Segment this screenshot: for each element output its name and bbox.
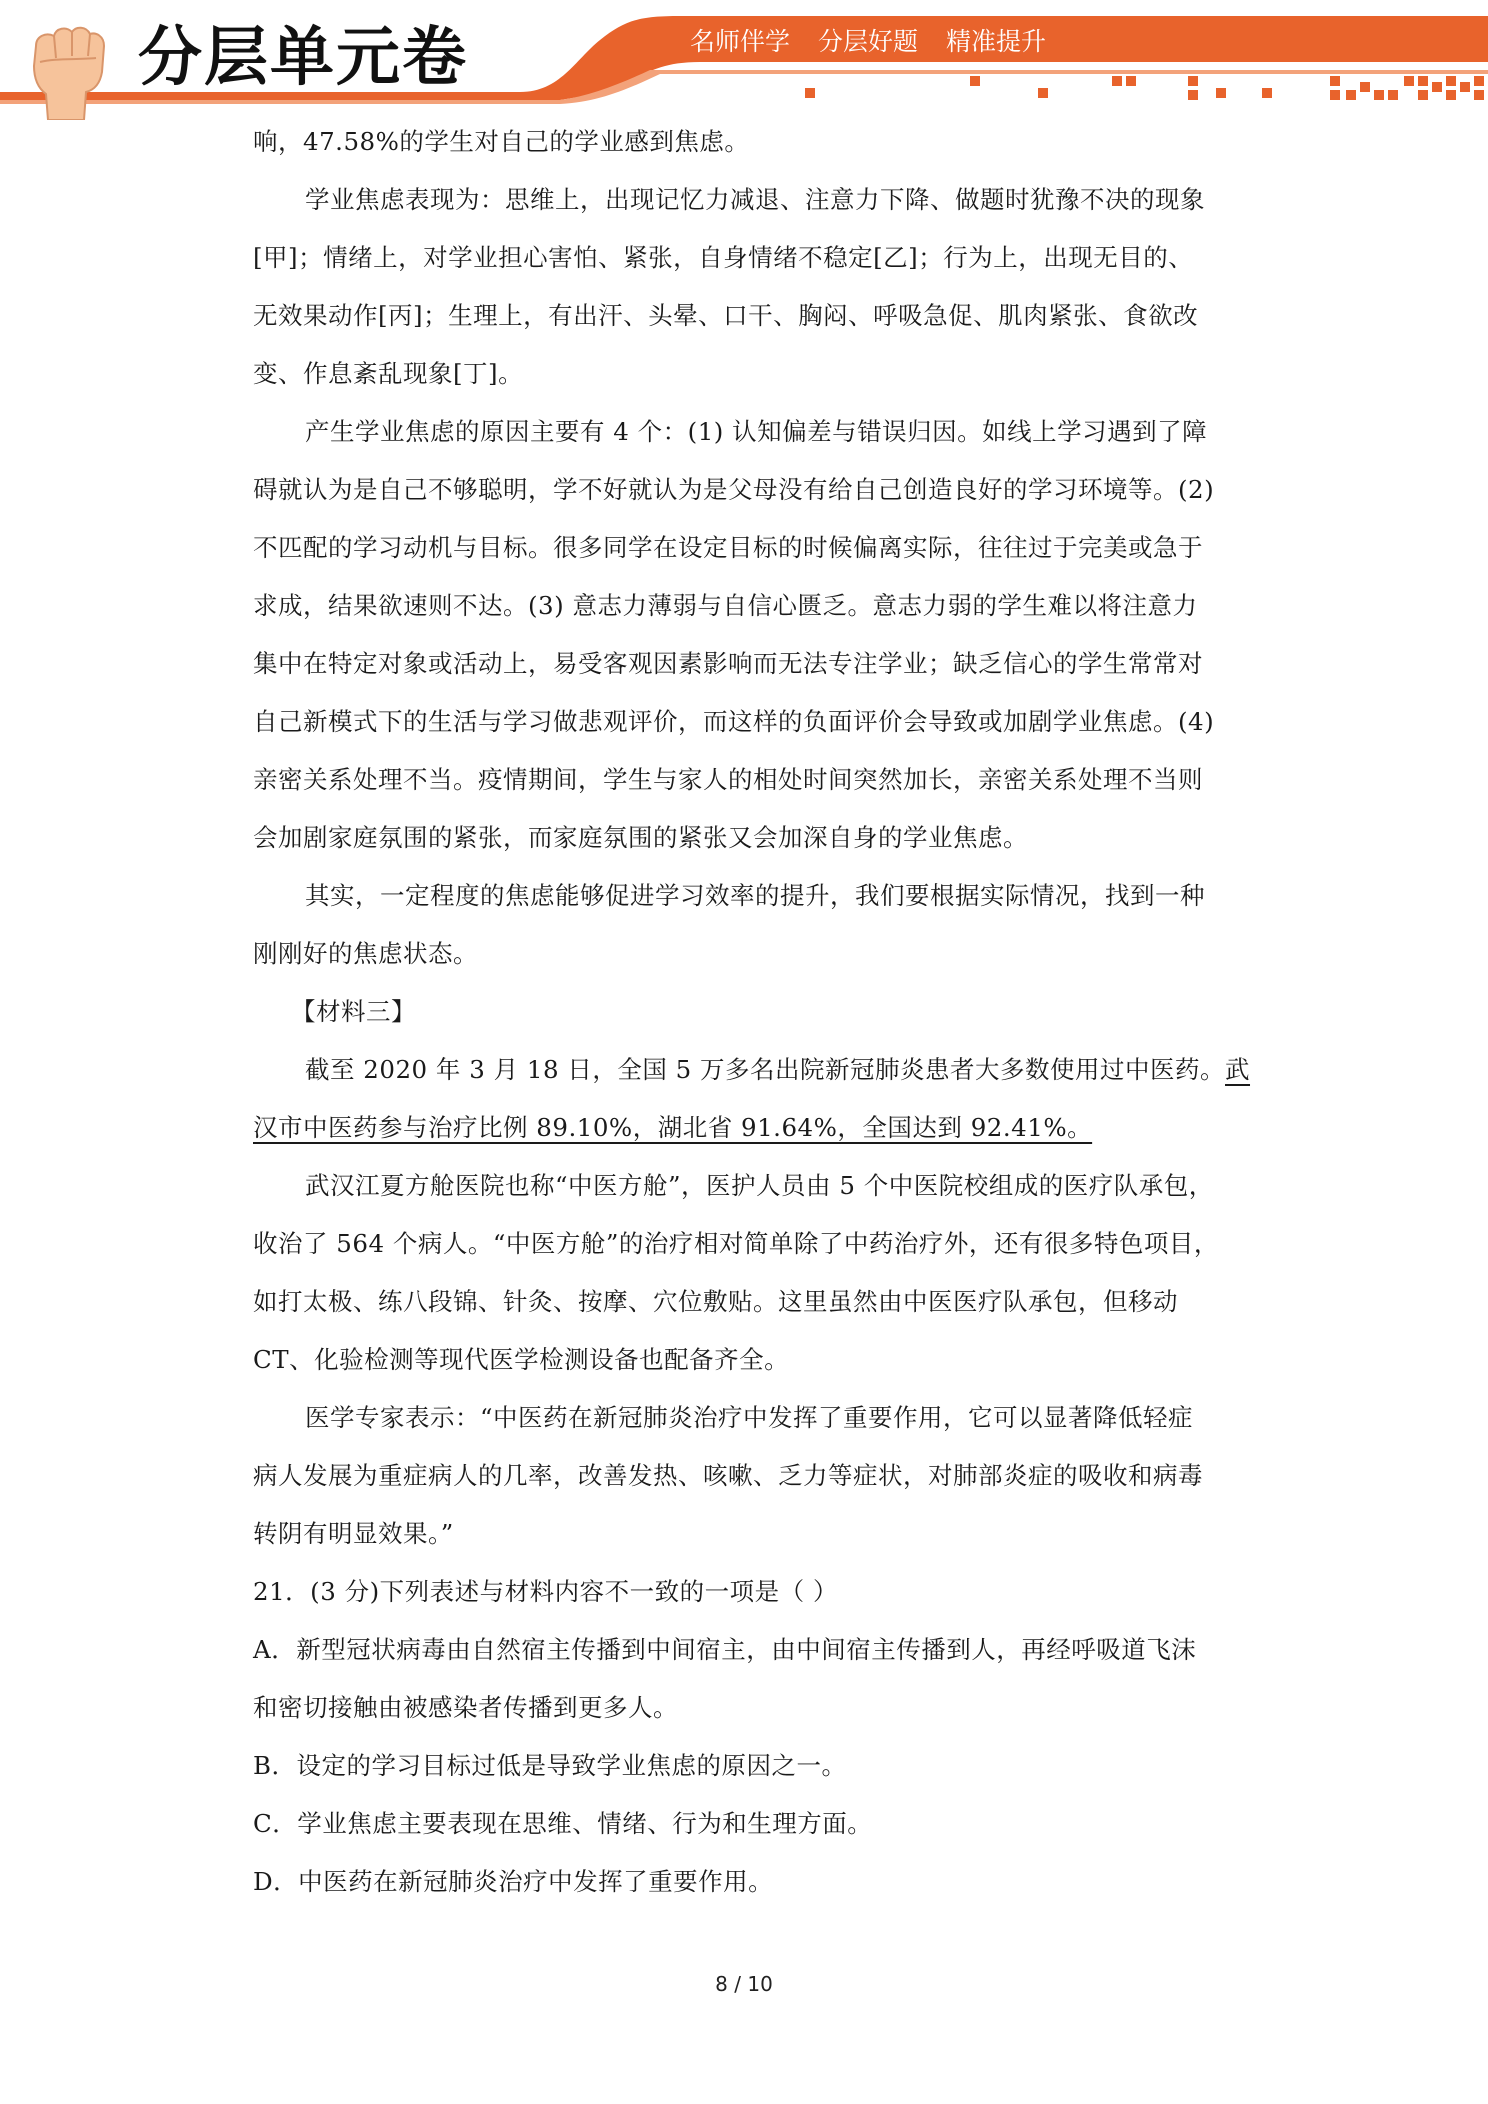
paragraph-line: 学业焦虑表现为：思维上，出现记忆力减退、注意力下降、做题时犹豫不决的现象: [305, 185, 1205, 214]
paragraph-line: 医学专家表示：“中医药在新冠肺炎治疗中发挥了重要作用，它可以显著降低轻症: [305, 1403, 1194, 1432]
option-a-continued: 和密切接触由被感染者传播到更多人。: [253, 1693, 678, 1722]
paragraph-line: 如打太极、练八段锦、针灸、按摩、穴位敷贴。这里虽然由中医医疗队承包，但移动: [253, 1287, 1178, 1316]
paragraph-line: 刚刚好的焦虑状态。: [253, 939, 478, 968]
paragraph-line: 求成，结果欲速则不达。(3) 意志力薄弱与自信心匮乏。意志力弱的学生难以将注意力: [253, 591, 1198, 620]
paragraph-line: 集中在特定对象或活动上，易受客观因素影响而无法专注学业；缺乏信心的学生常常对: [253, 649, 1203, 678]
paragraph-line: 会加剧家庭氛围的紧张，而家庭氛围的紧张又会加深自身的学业焦虑。: [253, 823, 1028, 852]
page-header: [0, 0, 1488, 120]
question-stem: 21．(3 分)下列表述与材料内容不一致的一项是（ ）: [253, 1577, 838, 1606]
option-c: C．学业焦虑主要表现在思维、情绪、行为和生理方面。: [253, 1809, 873, 1838]
paragraph-line: 不匹配的学习动机与目标。很多同学在设定目标的时候偏离实际，往往过于完美或急于: [253, 533, 1203, 562]
paragraph-line: 武汉江夏方舱医院也称“中医方舱”，医护人员由 5 个中医院校组成的医疗队承包，: [305, 1171, 1214, 1200]
slogan-item: 分层好题: [818, 27, 919, 56]
paragraph-line: 转阴有明显效果。”: [253, 1519, 454, 1548]
paragraph-line: 碍就认为是自己不够聪明，学不好就认为是父母没有给自己创造良好的学习环境等。(2): [253, 475, 1215, 504]
slogan-item: 名师伴学: [690, 27, 791, 56]
paragraph-line: [305, 1050, 1250, 1090]
underlined-text: 武: [1225, 1055, 1251, 1084]
underlined-line: 汉市中医药参与治疗比例 89.10%，湖北省 91.64%，全国达到 92.41%。: [253, 1113, 1093, 1142]
paragraph-line: 响，47.58%的学生对自己的学业感到焦虑。: [253, 127, 750, 156]
header-title: 分层单元卷: [138, 21, 468, 95]
paragraph-line: [甲]；情绪上，对学业担心害怕、紧张，自身情绪不稳定[乙]；行为上，出现无目的、: [253, 243, 1194, 272]
option-d: D．中医药在新冠肺炎治疗中发挥了重要作用。: [253, 1867, 774, 1896]
paragraph-line: 变、作息紊乱现象[丁]。: [253, 359, 524, 388]
header-slogan: [690, 22, 1074, 58]
paragraph-line: 无效果动作[丙]；生理上，有出汗、头晕、口干、胸闷、呼吸急促、肌肉紧张、食欲改: [253, 301, 1199, 330]
slogan-item: 精准提升: [946, 27, 1047, 56]
paragraph-line: 病人发展为重症病人的几率，改善发热、咳嗽、乏力等症状，对肺部炎症的吸收和病毒: [253, 1461, 1203, 1490]
option-a: A．新型冠状病毒由自然宿主传播到中间宿主，由中间宿主传播到人，再经呼吸道飞沫: [253, 1635, 1197, 1664]
header-dots: [805, 76, 1484, 100]
paragraph-line: 亲密关系处理不当。疫情期间，学生与家人的相处时间突然加长，亲密关系处理不当则: [253, 765, 1203, 794]
paragraph-line: 其实，一定程度的焦虑能够促进学习效率的提升，我们要根据实际情况，找到一种: [305, 881, 1205, 910]
paragraph-line: 自己新模式下的生活与学习做悲观评价，而这样的负面评价会导致或加剧学业焦虑。(4): [253, 707, 1215, 736]
option-b: B．设定的学习目标过低是导致学业焦虑的原因之一。: [253, 1751, 847, 1780]
raised-fist-icon: [6, 2, 126, 120]
paragraph-line: 收治了 564 个病人。“中医方舱”的治疗相对简单除了中药治疗外，还有很多特色项目，: [253, 1229, 1219, 1258]
paragraph-line: CT、化验检测等现代医学检测设备也配备齐全。: [253, 1345, 790, 1374]
paragraph-text: 截至 2020 年 3 月 18 日，全国 5 万多名出院新冠肺炎患者大多数使用过中医药。: [305, 1055, 1226, 1084]
section-heading: 【材料三】: [291, 997, 416, 1026]
page-number: 8 / 10: [715, 1972, 773, 1996]
paragraph-line: 产生学业焦虑的原因主要有 4 个：(1) 认知偏差与错误归因。如线上学习遇到了障: [305, 417, 1208, 446]
